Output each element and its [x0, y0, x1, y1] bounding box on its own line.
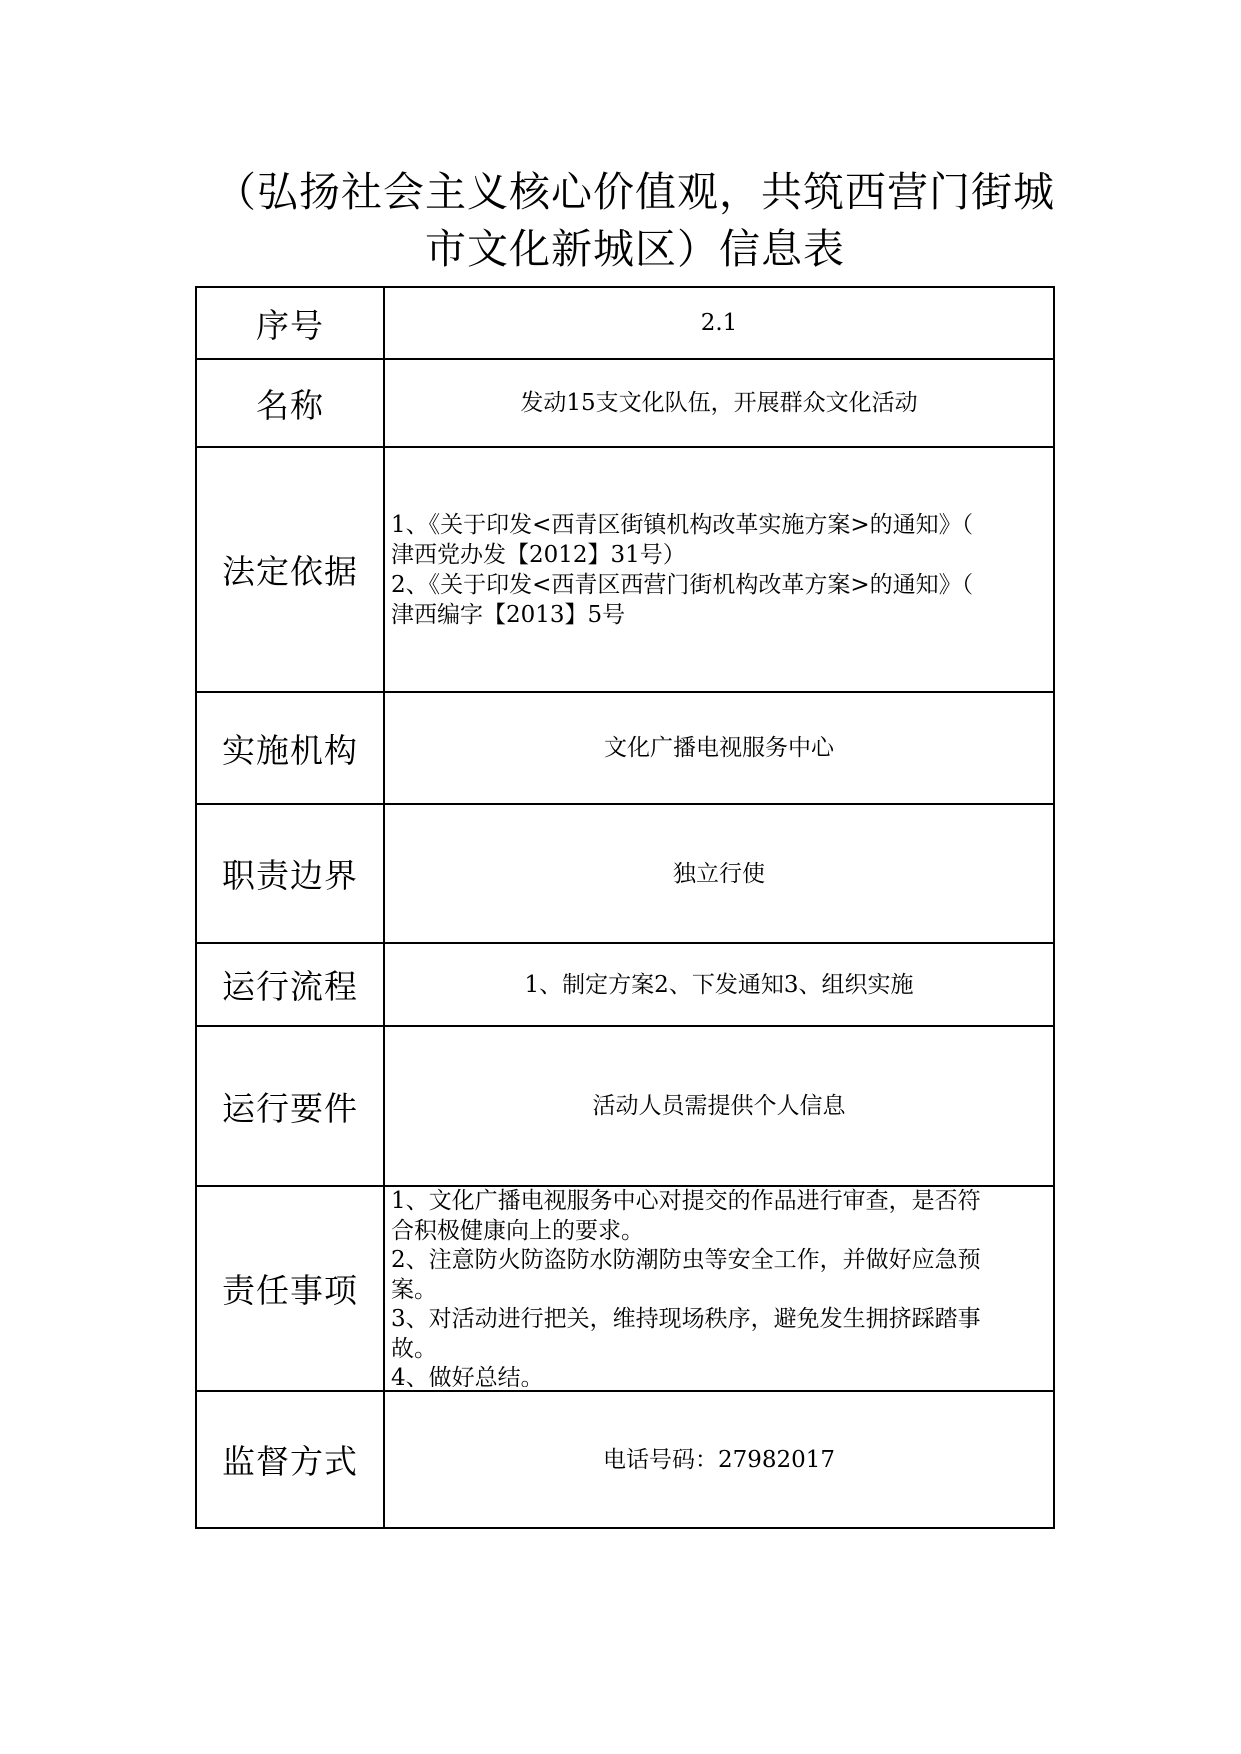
duties-line-4: 案。	[391, 1276, 437, 1303]
value-process: 1、制定方案2、下发通知3、组织实施	[384, 943, 1054, 1026]
table-row-process	[196, 943, 1054, 1026]
duties-line-6: 故。	[391, 1335, 437, 1362]
duties-line-5: 3、对活动进行把关，维持现场秩序，避免发生拥挤踩踏事	[391, 1306, 981, 1332]
table-row-basis	[196, 447, 1054, 692]
basis-line-2: 津西党办发【2012】31号）	[391, 541, 686, 568]
page-title	[195, 164, 1075, 278]
label-seq: 序号	[196, 287, 384, 359]
label-supervision: 监督方式	[196, 1391, 384, 1528]
label-boundary: 职责边界	[196, 804, 384, 943]
label-requirements: 运行要件	[196, 1026, 384, 1186]
basis-line-4: 津西编字【2013】5号	[391, 601, 626, 628]
duties-line-3: 2、注意防火防盗防水防潮防虫等安全工作，并做好应急预	[391, 1247, 981, 1273]
label-duties: 责任事项	[196, 1186, 384, 1391]
table-row-boundary	[196, 804, 1054, 943]
table-row-duties	[196, 1186, 1054, 1391]
value-duties	[384, 1186, 1054, 1391]
value-requirements: 活动人员需提供个人信息	[384, 1026, 1054, 1186]
duties-line-7: 4、做好总结。	[391, 1365, 544, 1387]
basis-line-3: 2、《关于印发<西青区西营门街机构改革方案>的通知》（	[391, 571, 974, 598]
value-basis	[384, 447, 1054, 692]
table-row-org	[196, 692, 1054, 804]
value-name: 发动15支文化队伍，开展群众文化活动	[384, 359, 1054, 447]
value-supervision: 电话号码：27982017	[384, 1391, 1054, 1528]
info-table	[195, 286, 1055, 1529]
table-row-requirements	[196, 1026, 1054, 1186]
value-boundary: 独立行使	[384, 804, 1054, 943]
title-line-2: 市文化新城区）信息表	[425, 225, 845, 273]
title-line-1: （弘扬社会主义核心价值观，共筑西营门街城	[215, 168, 1055, 216]
duties-line-2: 合积极健康向上的要求。	[391, 1217, 644, 1244]
duties-line-1: 1、文化广播电视服务中心对提交的作品进行审查，是否符	[391, 1188, 981, 1214]
label-process: 运行流程	[196, 943, 384, 1026]
table-row-seq	[196, 287, 1054, 359]
value-seq: 2.1	[384, 287, 1054, 359]
label-name: 名称	[196, 359, 384, 447]
value-org: 文化广播电视服务中心	[384, 692, 1054, 804]
basis-line-1: 1、《关于印发<西青区街镇机构改革实施方案>的通知》（	[391, 511, 974, 538]
table-row-supervision	[196, 1391, 1054, 1528]
duties-text-box	[391, 1187, 1047, 1387]
label-basis: 法定依据	[196, 447, 384, 692]
table-row-name	[196, 359, 1054, 447]
label-org: 实施机构	[196, 692, 384, 804]
